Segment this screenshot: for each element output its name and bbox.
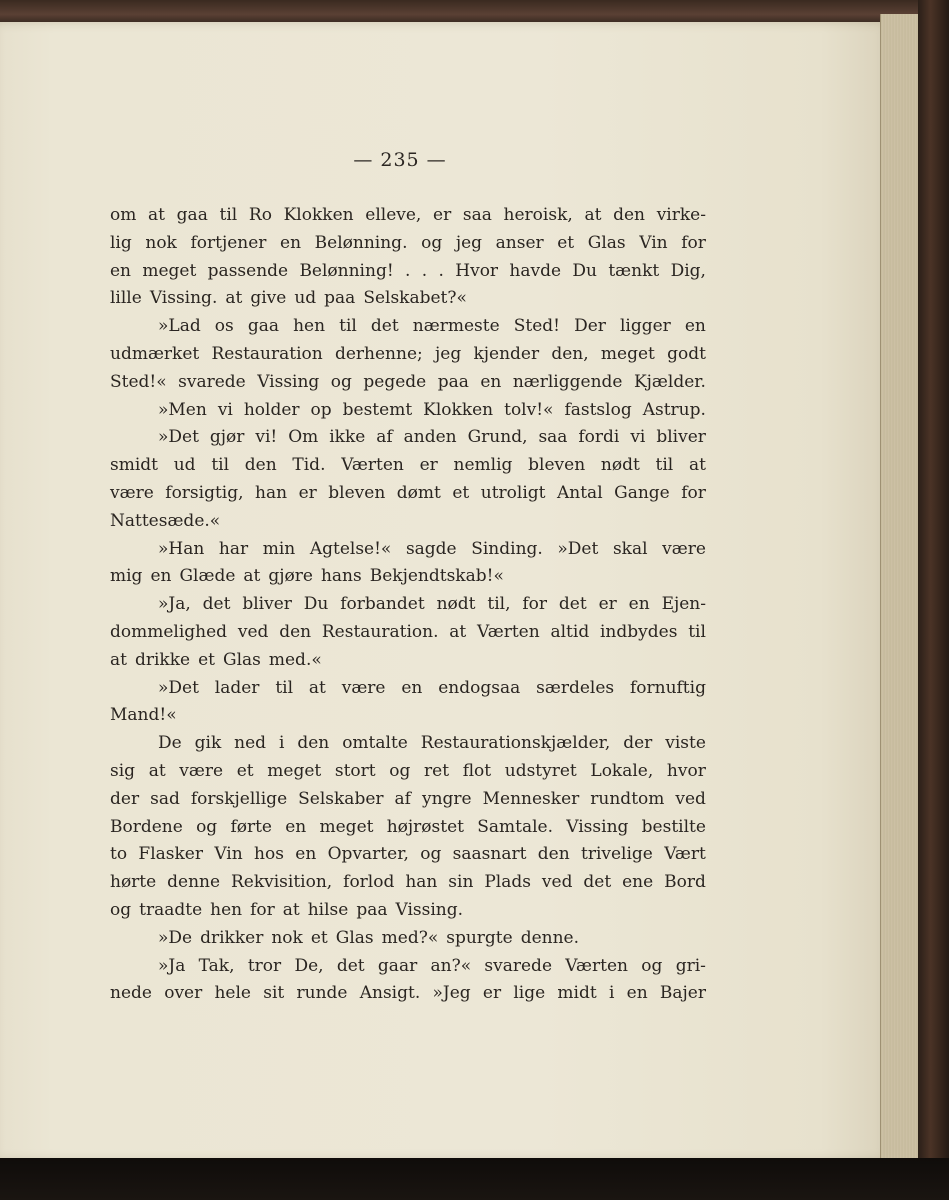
body-text [110, 202, 706, 1008]
text-line: sig at være et meget stort og ret flot udstyret Lokale, hvor [110, 760, 706, 781]
text-line: om at gaa til Ro Klokken elleve, er saa heroisk, at den virke- [110, 205, 706, 225]
text-line: »Ja, det bliver Du forbandet nødt til, for det er en Ejen- [158, 594, 706, 615]
text-line: smidt ud til den Tid. Værten er nemlig bleven nødt til at [110, 455, 706, 476]
text-line: en meget passende Belønning! . . . Hvor havde Du tænkt Dig, [110, 260, 706, 281]
text-line: hørte denne Rekvisition, forlod han sin Plads ved det ene Bord [110, 872, 706, 893]
text-line: nede over hele sit runde Ansigt. »Jeg er lige midt i en Bajer [110, 983, 706, 1004]
page-number: — 235 — [353, 149, 447, 171]
text-line: der sad forskjellige Selskaber af yngre Mennesker rundtom ved [110, 788, 706, 809]
text-line: Nattesæde.« [110, 510, 221, 531]
text-line: Mand!« [110, 705, 177, 726]
text-line: at drikke et Glas med.« [110, 649, 322, 670]
text-line: mig en Glæde at gjøre hans Bekjendtskab!« [110, 566, 504, 587]
text-line: Bordene og førte en meget højrøstet Samtale. Vissing bestilte [110, 816, 706, 837]
text-line: »Men vi holder op bestemt Klokken tolv!« fastslog Astrup. [158, 399, 706, 420]
text-line: være forsigtig, han er bleven dømt et utroligt Antal Gange for [110, 482, 706, 503]
text-line: »Det gjør vi! Om ikke af anden Grund, saa fordi vi bliver [158, 427, 706, 448]
text-line: »Det lader til at være en endogsaa særdeles fornuftig [158, 677, 706, 698]
text-line: Sted!« svarede Vissing og pegede paa en nærliggende Kjælder. [110, 371, 706, 392]
text-line: lig nok fortjener en Belønning. og jeg anser et Glas Vin for [110, 232, 706, 253]
text-line: »Ja Tak, tror De, det gaar an?« svarede Værten og gri- [158, 955, 706, 976]
text-line: dommelighed ved den Restauration. at Værten altid indbydes til [110, 621, 706, 642]
bottom-shadow [0, 1158, 949, 1200]
text-line: lille Vissing. at give ud paa Selskabet?« [110, 288, 467, 309]
book-cover-edge [918, 0, 949, 1200]
text-line: og traadte hen for at hilse paa Vissing. [110, 899, 464, 920]
text-line: De gik ned i den omtalte Restaurationskjælder, der viste [158, 733, 706, 754]
page-edges [880, 14, 921, 1164]
text-line: udmærket Restauration derhenne; jeg kjender den, meget godt [110, 343, 706, 364]
text-line: »Han har min Agtelse!« sagde Sinding. »Det skal være [158, 538, 706, 559]
book-page [0, 22, 892, 1160]
text-line: to Flasker Vin hos en Opvarter, og saasnart den trivelige Vært [110, 844, 706, 865]
text-line: »Lad os gaa hen til det nærmeste Sted! Der ligger en [158, 316, 706, 337]
text-line: »De drikker nok et Glas med?« spurgte denne. [158, 927, 579, 948]
